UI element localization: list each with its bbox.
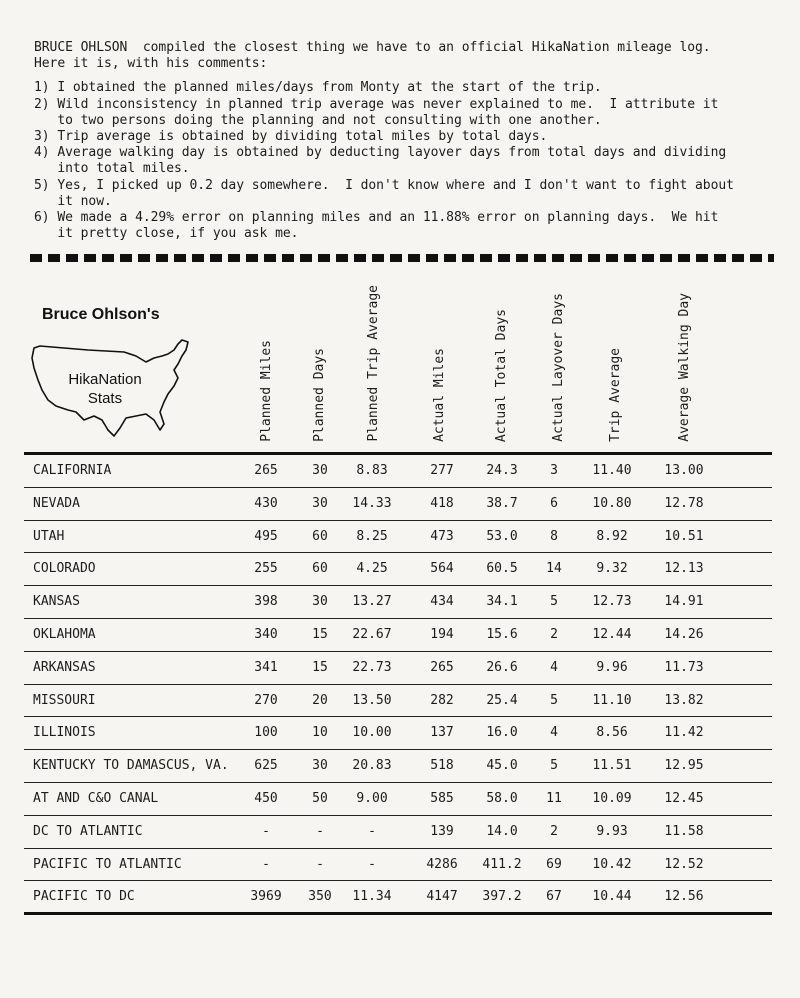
table-cell: 473 (430, 528, 454, 544)
table-row (24, 816, 772, 849)
intro-text (34, 40, 784, 242)
table-row (24, 783, 772, 816)
table-cell: 11.34 (352, 889, 392, 905)
table-row (24, 488, 772, 521)
table-cell: 11.58 (664, 823, 704, 839)
table-cell: 24.3 (486, 463, 518, 478)
table-bottom-rule (24, 912, 772, 915)
table-row (24, 619, 772, 652)
table-cell: 5 (550, 758, 558, 774)
table-cell: 20.83 (352, 758, 392, 774)
table-cell: 53.0 (486, 528, 518, 544)
table-cell: 60 (312, 528, 328, 544)
comment-line: 5) Yes, I picked up 0.2 day somewhere. I don't know where and I don't want to fight about (34, 177, 734, 193)
table-cell: 10.80 (592, 495, 632, 511)
row-label: PACIFIC TO DC (33, 889, 135, 905)
table-cell: 16.0 (486, 725, 518, 741)
comment-line: 2) Wild inconsistency in planned trip average was never explained to me. I attribute it (34, 96, 719, 112)
table-cell: 518 (430, 758, 454, 774)
table-cell: 22.73 (352, 659, 392, 675)
table-cell: 10.09 (592, 790, 632, 806)
table-cell: 10.44 (592, 889, 632, 905)
table-cell: 9.96 (596, 659, 628, 675)
table-cell: 265 (254, 463, 278, 478)
table-cell: - (316, 856, 324, 872)
table-cell: - (262, 856, 270, 872)
table-cell: 100 (254, 725, 278, 741)
column-header-planned-miles: Planned Miles (259, 340, 274, 442)
table-cell: 3 (550, 463, 558, 478)
table-cell: 22.67 (352, 626, 392, 642)
table-cell: 4147 (426, 889, 458, 905)
table-cell: 12.78 (664, 495, 704, 511)
comment-line: to two persons doing the planning and not consulting with one another. (34, 112, 602, 128)
table-cell: 10.42 (592, 856, 632, 872)
table-cell: 4286 (426, 856, 458, 872)
table-cell: 13.00 (664, 463, 704, 478)
table-cell: 14.33 (352, 495, 392, 511)
table-row (24, 521, 772, 554)
intro-line: BRUCE OHLSON compiled the closest thing we have to an official HikaNation mileage log. (34, 40, 711, 55)
row-label: KENTUCKY TO DAMASCUS, VA. (33, 758, 229, 774)
column-header-actual-total-days: Actual Total Days (494, 308, 509, 442)
table-cell: 30 (312, 495, 328, 511)
table-cell: 11.51 (592, 758, 632, 774)
table-cell: 34.1 (486, 594, 518, 610)
table-row (24, 455, 772, 488)
table-cell: 13.82 (664, 692, 704, 708)
table-cell: 15 (312, 659, 328, 675)
table-cell: 398 (254, 594, 278, 610)
table-cell: 5 (550, 594, 558, 610)
table-cell: 12.52 (664, 856, 704, 872)
table-cell: 5 (550, 692, 558, 708)
row-label: AT AND C&O CANAL (33, 790, 159, 806)
table-row (24, 881, 772, 914)
table-cell: 139 (430, 823, 454, 839)
table-row (24, 553, 772, 586)
table-cell: 20 (312, 692, 328, 708)
comment-line: it now. (34, 193, 112, 209)
table-cell: 270 (254, 692, 278, 708)
usa-map-outline-icon (28, 336, 192, 440)
intro-line: Here it is, with his comments: (34, 56, 268, 72)
table-row (24, 586, 772, 619)
table-cell: 2 (550, 823, 558, 839)
table-cell: 282 (430, 692, 454, 708)
table-row (24, 849, 772, 882)
table-cell: 25.4 (486, 692, 518, 708)
table-cell: 69 (546, 856, 562, 872)
table-cell: 8.92 (596, 528, 628, 544)
table-cell: 4 (550, 725, 558, 741)
table-cell: 4 (550, 659, 558, 675)
table-cell: 12.95 (664, 758, 704, 774)
table-cell: 10 (312, 725, 328, 741)
comment-line: 1) I obtained the planned miles/days from Monty at the start of the trip. (34, 80, 602, 96)
comment-line: 4) Average walking day is obtained by deducting layover days from total days and dividing (34, 145, 727, 161)
table-cell: 60 (312, 561, 328, 577)
table-cell: 564 (430, 561, 454, 577)
table-cell: 265 (430, 659, 454, 675)
table-cell: - (316, 823, 324, 839)
map-label-stats: Stats (87, 390, 123, 407)
table-cell: 434 (430, 594, 454, 610)
table-cell: 341 (254, 659, 278, 675)
column-header-planned-trip-average: Planned Trip Average (366, 285, 381, 442)
table-cell: 15 (312, 626, 328, 642)
table-cell: 14.26 (664, 626, 704, 642)
table-cell: 430 (254, 495, 278, 511)
table-cell: 12.56 (664, 889, 704, 905)
table-row (24, 717, 772, 750)
stats-logo-title: Bruce Ohlson's (42, 306, 160, 323)
row-label: PACIFIC TO ATLANTIC (33, 856, 182, 872)
table-cell: 411.2 (482, 856, 522, 872)
table-cell: 10.00 (352, 725, 392, 741)
table-cell: 10.51 (664, 528, 704, 544)
table-cell: 12.73 (592, 594, 632, 610)
dashed-divider (30, 254, 774, 262)
table-cell: 26.6 (486, 659, 518, 675)
table-cell: 8.83 (356, 463, 388, 478)
table-cell: 397.2 (482, 889, 522, 905)
table-cell: 6 (550, 495, 558, 511)
table-cell: 58.0 (486, 790, 518, 806)
comment-line: into total miles. (34, 161, 190, 177)
table-cell: 255 (254, 561, 278, 577)
table-cell: 60.5 (486, 561, 518, 577)
row-label: MISSOURI (33, 692, 96, 708)
table-cell: 3969 (250, 889, 282, 905)
stats-table (24, 455, 772, 914)
column-header-actual-layover-days: Actual Layover Days (551, 293, 566, 442)
table-cell: 30 (312, 463, 328, 478)
table-row (24, 652, 772, 685)
comment-line: 3) Trip average is obtained by dividing total miles by total days. (34, 129, 548, 145)
table-cell: 11 (546, 790, 562, 806)
table-cell: 585 (430, 790, 454, 806)
table-cell: 15.6 (486, 626, 518, 642)
table-cell: 12.45 (664, 790, 704, 806)
table-cell: 45.0 (486, 758, 518, 774)
table-cell: 50 (312, 790, 328, 806)
table-cell: 14.0 (486, 823, 518, 839)
table-cell: 350 (308, 889, 332, 905)
table-cell: 8.25 (356, 528, 388, 544)
table-cell: 4.25 (356, 561, 388, 577)
table-cell: 194 (430, 626, 454, 642)
table-cell: 13.50 (352, 692, 392, 708)
table-cell: 340 (254, 626, 278, 642)
column-header-planned-days: Planned Days (312, 348, 327, 442)
table-cell: 450 (254, 790, 278, 806)
row-label: CALIFORNIA (33, 463, 112, 478)
row-label: NEVADA (33, 495, 80, 511)
row-label: DC TO ATLANTIC (33, 823, 143, 839)
column-header-trip-average: Trip Average (608, 348, 623, 442)
table-cell: 30 (312, 758, 328, 774)
table-cell: 8 (550, 528, 558, 544)
table-cell: 14.91 (664, 594, 704, 610)
table-cell: 11.42 (664, 725, 704, 741)
table-cell: 67 (546, 889, 562, 905)
row-label: COLORADO (33, 561, 96, 577)
row-label: UTAH (33, 528, 65, 544)
table-cell: 277 (430, 463, 454, 478)
map-label-hikanation: HikaNation (68, 371, 142, 388)
row-label: KANSAS (33, 594, 80, 610)
table-cell: 12.13 (664, 561, 704, 577)
row-label: ARKANSAS (33, 659, 96, 675)
table-cell: 11.10 (592, 692, 632, 708)
row-label: OKLAHOMA (33, 626, 96, 642)
table-cell: 9.93 (596, 823, 628, 839)
table-cell: - (368, 856, 376, 872)
table-cell: 12.44 (592, 626, 632, 642)
table-cell: 625 (254, 758, 278, 774)
table-cell: 137 (430, 725, 454, 741)
column-header-actual-miles: Actual Miles (432, 348, 447, 442)
table-cell: 495 (254, 528, 278, 544)
table-cell: 11.73 (664, 659, 704, 675)
table-row (24, 685, 772, 718)
column-header-average-walking-day: Average Walking Day (677, 293, 692, 442)
table-cell: 2 (550, 626, 558, 642)
table-cell: 13.27 (352, 594, 392, 610)
table-cell: 418 (430, 495, 454, 511)
table-cell: 14 (546, 561, 562, 577)
table-cell: 11.40 (592, 463, 632, 478)
comment-line: it pretty close, if you ask me. (34, 226, 299, 242)
table-cell: 9.32 (596, 561, 628, 577)
table-row (24, 750, 772, 783)
table-cell: - (262, 823, 270, 839)
table-cell: - (368, 823, 376, 839)
table-cell: 30 (312, 594, 328, 610)
table-cell: 8.56 (596, 725, 628, 741)
comment-line: 6) We made a 4.29% error on planning miles and an 11.88% error on planning days. We hit (34, 210, 719, 226)
table-cell: 38.7 (486, 495, 518, 511)
row-label: ILLINOIS (33, 725, 96, 741)
table-cell: 9.00 (356, 790, 388, 806)
